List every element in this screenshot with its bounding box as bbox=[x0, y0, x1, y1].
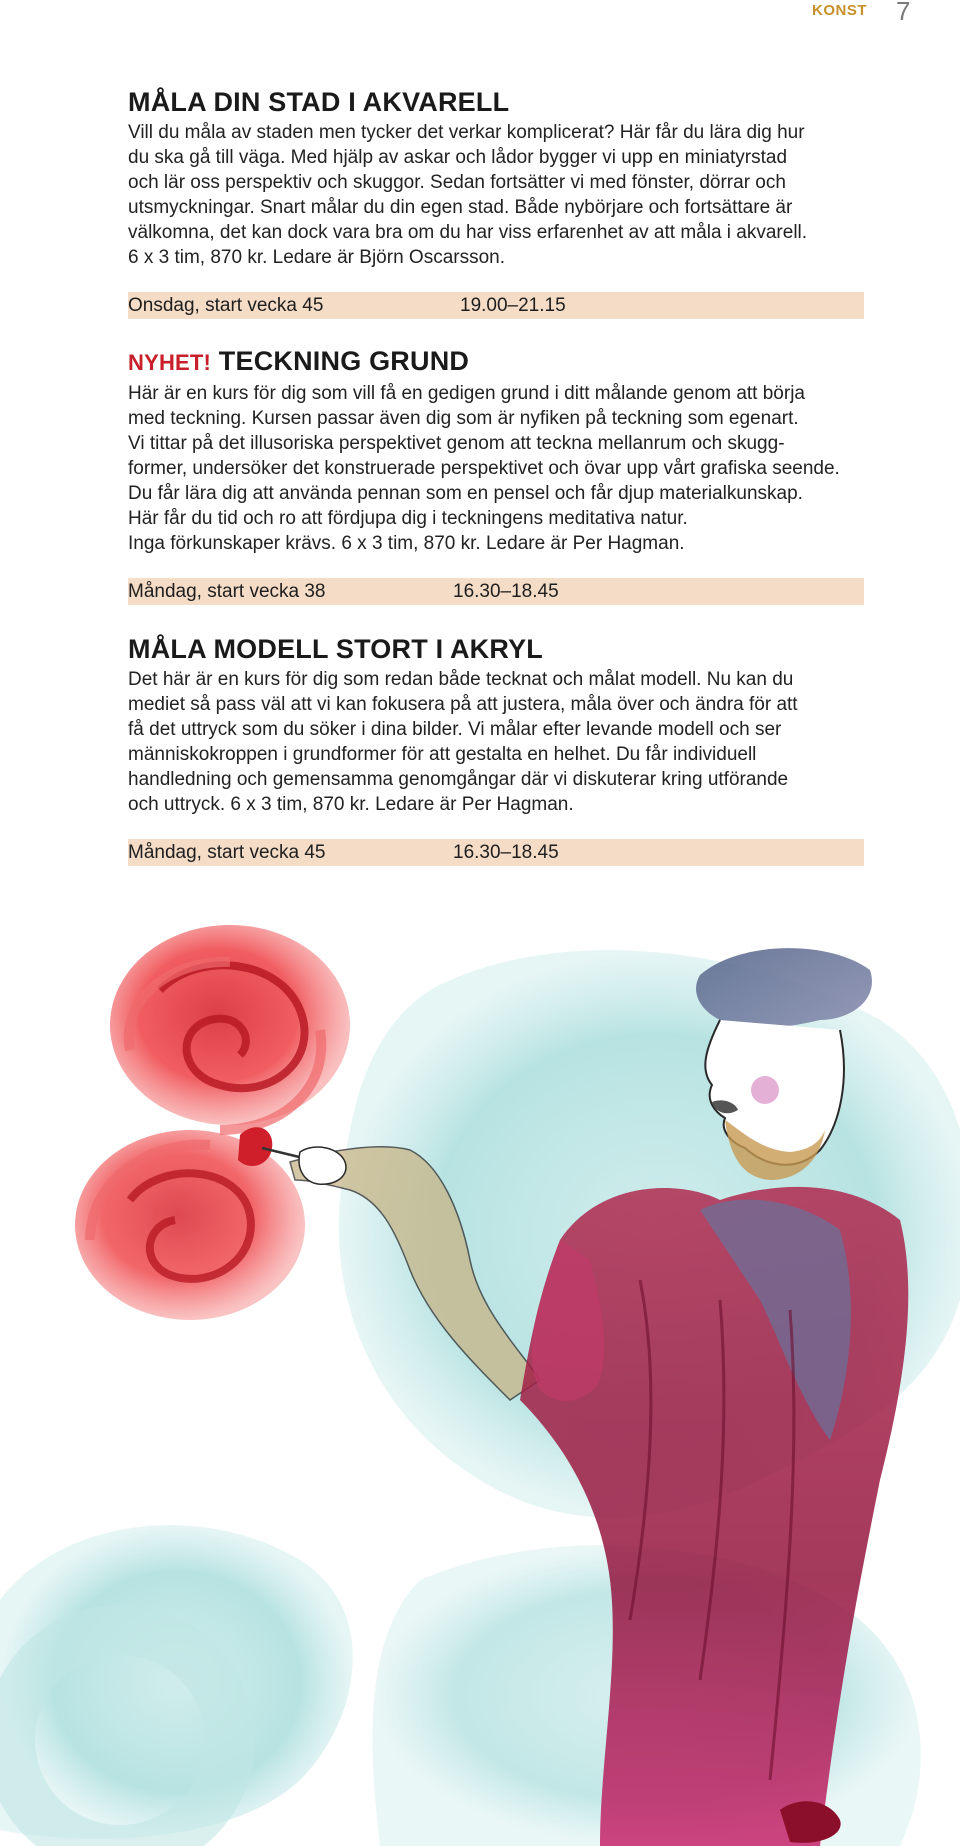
rose-upper bbox=[110, 925, 350, 1130]
schedule-day: Måndag, start vecka 45 bbox=[128, 842, 326, 863]
section-label: KONST bbox=[812, 2, 867, 19]
course-akryl bbox=[128, 633, 864, 866]
schedule-day: Måndag, start vecka 38 bbox=[128, 581, 326, 602]
page-number: 7 bbox=[896, 0, 911, 26]
description-line: former, undersöker det konstruerade perspektivet och övar upp vårt grafiska seende. bbox=[128, 458, 840, 479]
schedule-time: 16.30–18.45 bbox=[453, 842, 559, 863]
course-title-text: MÅLA DIN STAD I AKVARELL bbox=[128, 87, 510, 117]
page-header bbox=[0, 0, 960, 40]
course-title-text: MÅLA MODELL STORT I AKRYL bbox=[128, 634, 543, 664]
course-list bbox=[128, 86, 864, 866]
description-line: Här är en kurs för dig som vill få en gedigen grund i ditt målande genom att börja bbox=[128, 383, 805, 404]
description-line: Här får du tid och ro att fördjupa dig i teckningens meditativa natur. bbox=[128, 508, 688, 529]
new-badge: NYHET! bbox=[128, 350, 212, 375]
description-line: mediet så pass väl att vi kan fokusera på att justera, måla över och ändra för att bbox=[128, 694, 798, 715]
description-line: få det uttryck som du söker i dina bilder. Vi målar efter levande modell och ser bbox=[128, 719, 782, 740]
course-title bbox=[128, 345, 864, 379]
schedule-day: Onsdag, start vecka 45 bbox=[128, 295, 324, 316]
course-title bbox=[128, 86, 864, 118]
description-line: välkomna, det kan dock vara bra om du har viss erfarenhet av att måla i akvarell. bbox=[128, 222, 808, 243]
description-line: 6 x 3 tim, 870 kr. Ledare är Björn Oscarsson. bbox=[128, 247, 506, 268]
course-title bbox=[128, 633, 864, 665]
description-line: Inga förkunskaper krävs. 6 x 3 tim, 870 kr. Ledare är Per Hagman. bbox=[128, 533, 685, 554]
description-line: Det här är en kurs för dig som redan både tecknat och målat modell. Nu kan du bbox=[128, 669, 794, 690]
description-line: och lär oss perspektiv och skuggor. Sedan fortsätter vi med fönster, dörrar och bbox=[128, 172, 786, 193]
description-line: utsmyckningar. Snart målar du din egen stad. Både nybörjare och fortsättare är bbox=[128, 197, 793, 218]
course-description bbox=[128, 381, 864, 556]
description-line: du ska gå till väga. Med hjälp av askar och lådor bygger vi upp en miniatyrstad bbox=[128, 147, 788, 168]
schedule-bar bbox=[128, 578, 864, 605]
description-line: Du får lära dig att använda pennan som en pensel och får djup materialkunskap. bbox=[128, 483, 803, 504]
description-line: med teckning. Kursen passar även dig som är nyfiken på teckning som egenart. bbox=[128, 408, 799, 429]
description-line: Vill du måla av staden men tycker det verkar komplicerat? Här får du lära dig hur bbox=[128, 122, 805, 143]
course-teckning bbox=[128, 345, 864, 605]
course-akvarell bbox=[128, 86, 864, 319]
course-description bbox=[128, 667, 864, 817]
schedule-time: 16.30–18.45 bbox=[453, 581, 559, 602]
watercolor-illustration bbox=[0, 880, 960, 1846]
cheek-blush bbox=[751, 1076, 779, 1104]
rose-lower bbox=[75, 1130, 305, 1320]
course-description bbox=[128, 120, 864, 270]
description-line: människokroppen i grundformer för att gestalta en helhet. Du får individuell bbox=[128, 744, 757, 765]
schedule-bar bbox=[128, 292, 864, 319]
schedule-bar bbox=[128, 839, 864, 866]
schedule-time: 19.00–21.15 bbox=[460, 295, 566, 316]
description-line: handledning och gemensamma genomgångar där vi diskuterar kring utförande bbox=[128, 769, 789, 790]
description-line: Vi tittar på det illusoriska perspektivet genom att teckna mellanrum och skugg- bbox=[128, 433, 785, 454]
course-title-text: TECKNING GRUND bbox=[218, 346, 470, 376]
description-line: och uttryck. 6 x 3 tim, 870 kr. Ledare är Per Hagman. bbox=[128, 794, 574, 815]
